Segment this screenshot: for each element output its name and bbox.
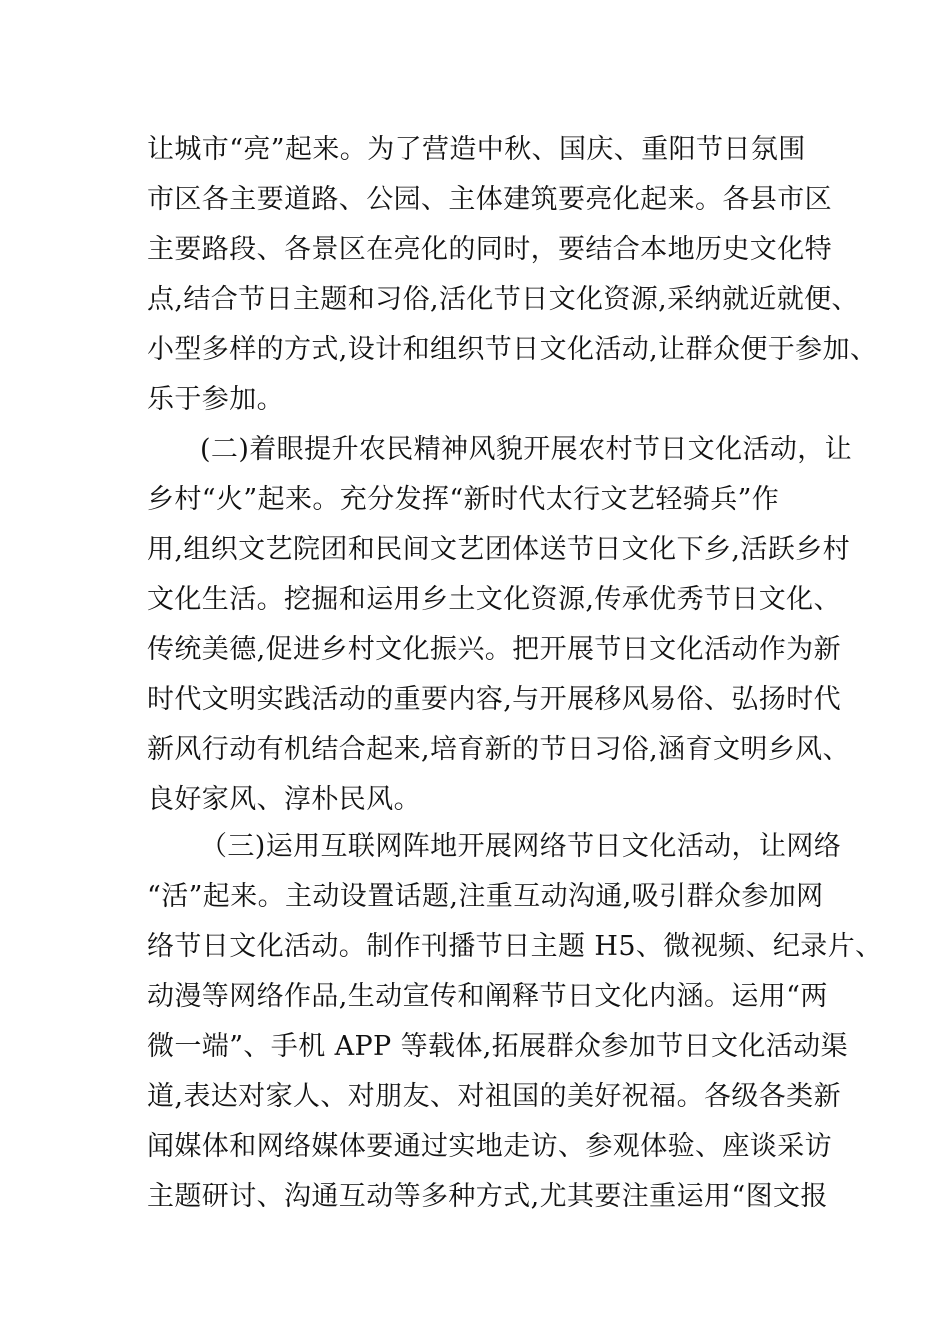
text-line: 新风行动有机结合起来,培育新的节日习俗,涵育文明乡风、 <box>147 734 850 765</box>
text-line: 络节日文化活动。制作刊播节日主题 H5、微视频、纪录片、 <box>147 931 883 962</box>
text-line: 良好家风、淳朴民风。 <box>147 784 421 815</box>
text-line: 主题研讨、沟通互动等多种方式,尤其要注重运用“图文报 <box>147 1181 828 1212</box>
text-line: 动漫等网络作品,生动宣传和阐释节日文化内涵。运用“两 <box>147 981 828 1012</box>
text-line: 闻媒体和网络媒体要通过实地走访、参观体验、座谈采访 <box>147 1131 832 1162</box>
text-line: (二)着眼提升农民精神风貌开展农村节日文化活动，让 <box>200 434 853 465</box>
text-line: 乐于参加。 <box>147 384 284 415</box>
text-line: 用,组织文艺院团和民间文艺团体送节日文化下乡,活跃乡村 <box>147 534 850 565</box>
text-line: 道,表达对家人、对朋友、对祖国的美好祝福。各级各类新 <box>147 1081 841 1112</box>
text-line: 微一端”、手机 APP 等载体,拓展群众参加节日文化活动渠 <box>147 1031 848 1062</box>
text-line: 文化生活。挖掘和运用乡土文化资源,传承优秀节日文化、 <box>147 584 841 615</box>
text-line: 小型多样的方式,设计和组织节日文化活动,让群众便于参加、 <box>147 334 878 365</box>
text-line: 市区各主要道路、公园、主体建筑要亮化起来。各县市区 <box>147 184 832 215</box>
text-line: “活”起来。主动设置话题,注重互动沟通,吸引群众参加网 <box>147 881 824 912</box>
text-line: 主要路段、各景区在亮化的同时，要结合本地历史文化特 <box>147 234 832 265</box>
text-line: 乡村“火”起来。充分发挥“新时代太行文艺轻骑兵”作 <box>147 484 780 515</box>
text-line: 让城市“亮”起来。为了营造中秋、国庆、重阳节日氛围 <box>147 134 806 165</box>
text-line: 传统美德,促进乡村文化振兴。把开展节日文化活动作为新 <box>147 634 841 665</box>
text-line: 点,结合节日主题和习俗,活化节日文化资源,采纳就近就便、 <box>147 284 859 315</box>
text-line: （三)运用互联网阵地开展网络节日文化活动，让网络 <box>200 831 842 862</box>
text-line: 时代文明实践活动的重要内容,与开展移风易俗、弘扬时代 <box>147 684 841 715</box>
